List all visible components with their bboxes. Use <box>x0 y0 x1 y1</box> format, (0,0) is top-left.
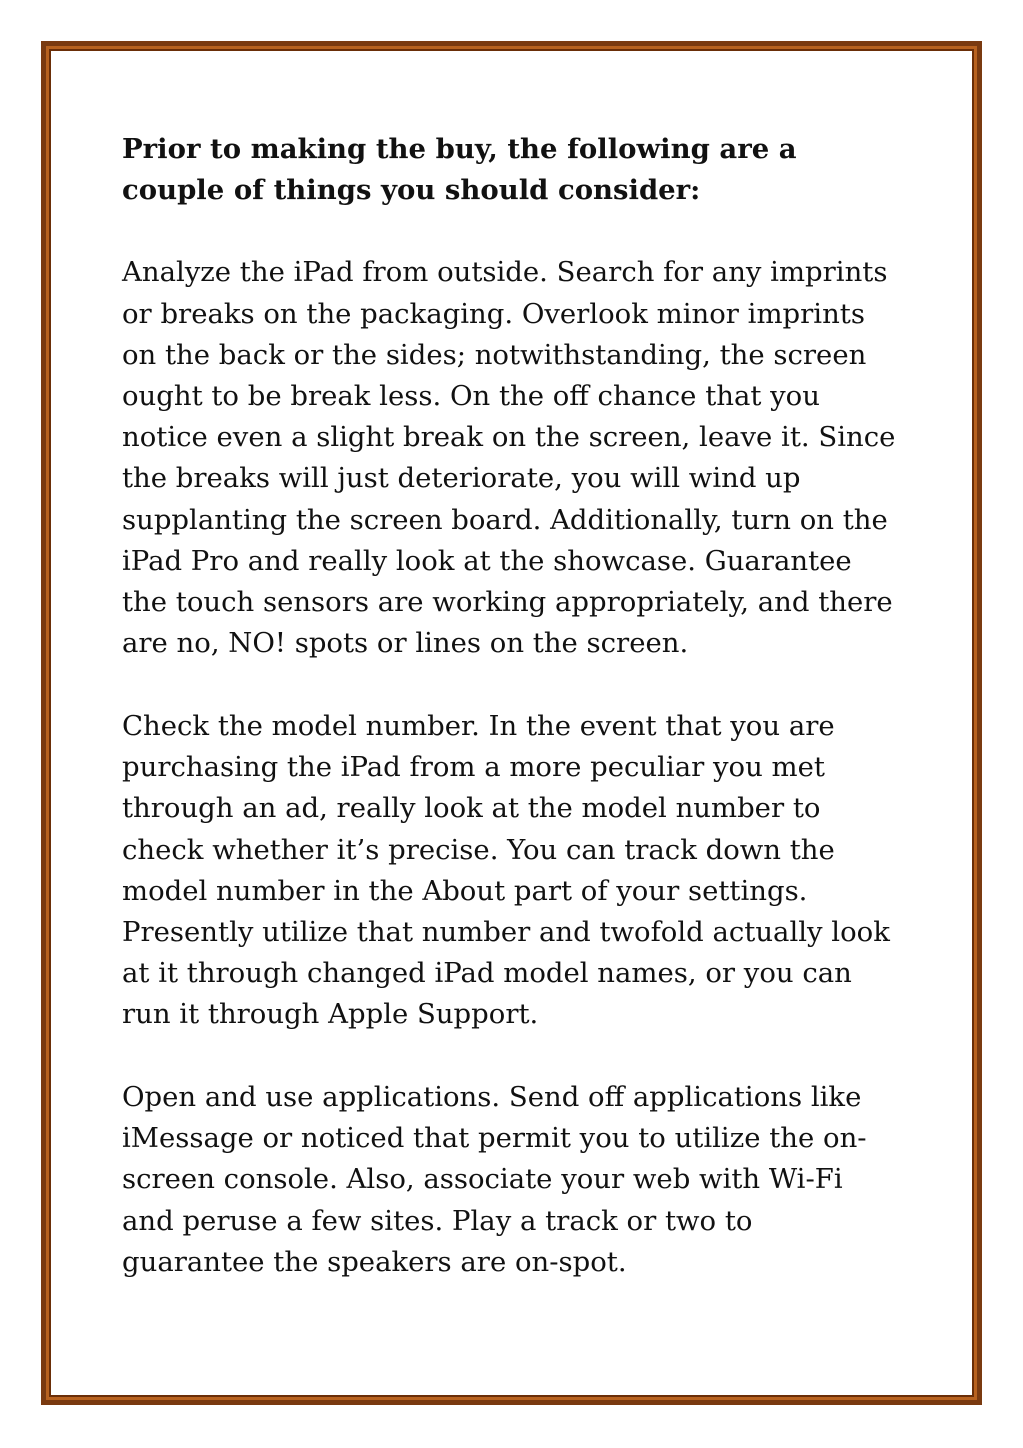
paragraph-inspect-exterior: Analyze the iPad from outside. Search for any imprints or breaks on the packaging. Overlook minor imprints on the back or the sides; notwithstanding, the screen ought to be break less. On the off chance that you notice even a slight break on the screen, leave it. Since the breaks will just deteriorate, you will wind up supplanting the screen board. Additionally, turn on the iPad Pro and really look at the showcase. Guarantee the touch sensors are working appropriately, and there are no, NO! spots or lines on the screen. <box>122 256 896 660</box>
document-body <box>122 129 902 1325</box>
paragraph-applications: Open and use applications. Send off applications like iMessage or noticed that permit you to utilize the on-screen console. Also, associate your web with Wi-Fi and peruse a few sites. Play a track or two to guarantee the speakers are on-spot. <box>122 1081 867 1278</box>
paragraph-model-number: Check the model number. In the event that you are purchasing the iPad from a more peculiar you met through an ad, really look at the model number to check whether it’s precise. You can track down the model number in the About part of your settings. Presently utilize that number and twofold actually look at it through changed iPad model names, or you can run it through Apple Support. <box>122 709 890 1031</box>
page <box>49 49 974 1397</box>
document-heading: Prior to making the buy, the following are a couple of things you should consider: <box>122 133 797 207</box>
page-border <box>41 41 982 1405</box>
